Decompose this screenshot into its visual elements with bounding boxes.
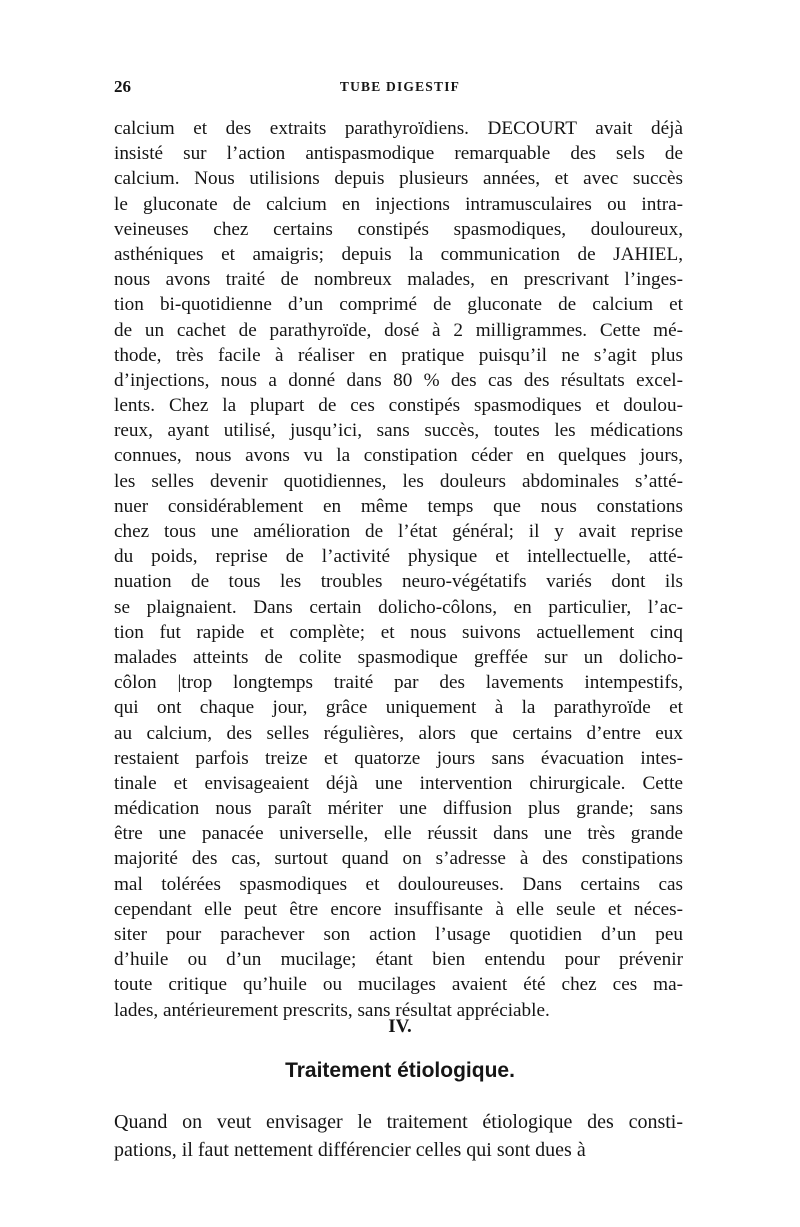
text-line: d’injections, nous a donné dans 80 % des cas des résultats excel- [114, 369, 683, 391]
closing-paragraph [114, 1108, 683, 1164]
section-title: Traitement étiologique. [285, 1059, 515, 1082]
text-line: lents. Chez la plupart de ces constipés spasmodiques et doulou- [114, 395, 683, 417]
text-line: tinale et envisageaient déjà une intervention chirurgicale. Cette [114, 772, 683, 794]
text-line: médication nous paraît mériter une diffusion plus grande; sans [114, 798, 683, 820]
text-line: tion bi-quotidienne d’un comprimé de gluconate de calcium et [114, 294, 683, 316]
text-line: du poids, reprise de l’activité physique et intellectuelle, atté- [114, 546, 683, 568]
text-line: toute critique qu’huile ou mucilages avaient été chez ces ma- [114, 974, 683, 996]
text-line: pations, il faut nettement différencier celles qui sont dues à [114, 1139, 586, 1161]
text-line: qui ont chaque jour, grâce uniquement à la parathyroïde et [114, 697, 683, 719]
text-line: mal tolérées spasmodiques et douloureuses. Dans certains cas [114, 873, 683, 895]
text-line: le gluconate de calcium en injections intramusculaires ou intra- [114, 193, 683, 215]
text-line: être une panacée universelle, elle réussit dans une très grande [114, 823, 683, 845]
page-number: 26 [114, 77, 131, 96]
text-line: se plaignaient. Dans certain dolicho-côlons, en particulier, l’ac- [114, 596, 683, 618]
text-line: calcium et des extraits parathyroïdiens. DECOURT avait déjà [114, 118, 683, 139]
text-line: asthéniques et amaigris; depuis la communication de JAHIEL, [114, 243, 683, 265]
text-line: veineuses chez certains constipés spasmodiques, douloureux, [114, 218, 683, 240]
text-line: restaient parfois treize et quatorze jours sans évacuation intes- [114, 747, 683, 769]
text-line: d’huile ou d’un mucilage; étant bien entendu pour prévenir [114, 949, 683, 971]
text-line: Quand on veut envisager le traitement étiologique des consti- [114, 1111, 683, 1133]
text-line: siter pour parachever son action l’usage quotidien d’un peu [114, 924, 683, 945]
text-line: au calcium, des selles régulières, alors que certains d’entre eux [114, 722, 683, 744]
running-title: TUBE DIGESTIF [339, 79, 461, 94]
text-line: connues, nous avons vu la constipation céder en quelques jours, [114, 445, 683, 467]
text-line: lades, antérieurement prescrits, sans résultat appréciable. [114, 999, 550, 1021]
text-line: cependant elle peut être encore insuffisante à elle seule et néces- [114, 898, 683, 920]
section-number: IV. [388, 1016, 412, 1037]
text-line: majorité des cas, surtout quand on s’adresse à des constipations [114, 848, 683, 870]
text-line: malades atteints de colite spasmodique greffée sur un dolicho- [114, 646, 683, 668]
text-line: chez tous une amélioration de l’état général; il y avait reprise [114, 521, 683, 542]
text-line: thode, très facile à réaliser en pratique puisqu’il ne s’agit plus [114, 344, 683, 366]
text-line: reux, ayant utilisé, jusqu’ici, sans succès, toutes les médications [114, 420, 683, 442]
text-line: côlon |trop longtemps traité par des lavements intempestifs, [114, 672, 683, 694]
text-line: calcium. Nous utilisions depuis plusieurs années, et avec succès [114, 168, 683, 190]
text-line: nuer considérablement en même temps que nous constations [114, 495, 683, 517]
body-paragraph [114, 116, 683, 1023]
text-line: nous avons traité de nombreux malades, en prescrivant l’inges- [114, 269, 683, 291]
text-line: nuation de tous les troubles neuro-végétatifs variés dont ils [114, 571, 683, 593]
running-header [114, 77, 686, 101]
text-line: insisté sur l’action antispasmodique remarquable des sels de [114, 143, 683, 165]
text-line: de un cachet de parathyroïde, dosé à 2 milligrammes. Cette mé- [114, 319, 683, 341]
text-line: tion fut rapide et complète; et nous suivons actuellement cinq [114, 621, 683, 643]
text-line: les selles devenir quotidiennes, les douleurs abdominales s’atté- [114, 470, 683, 492]
